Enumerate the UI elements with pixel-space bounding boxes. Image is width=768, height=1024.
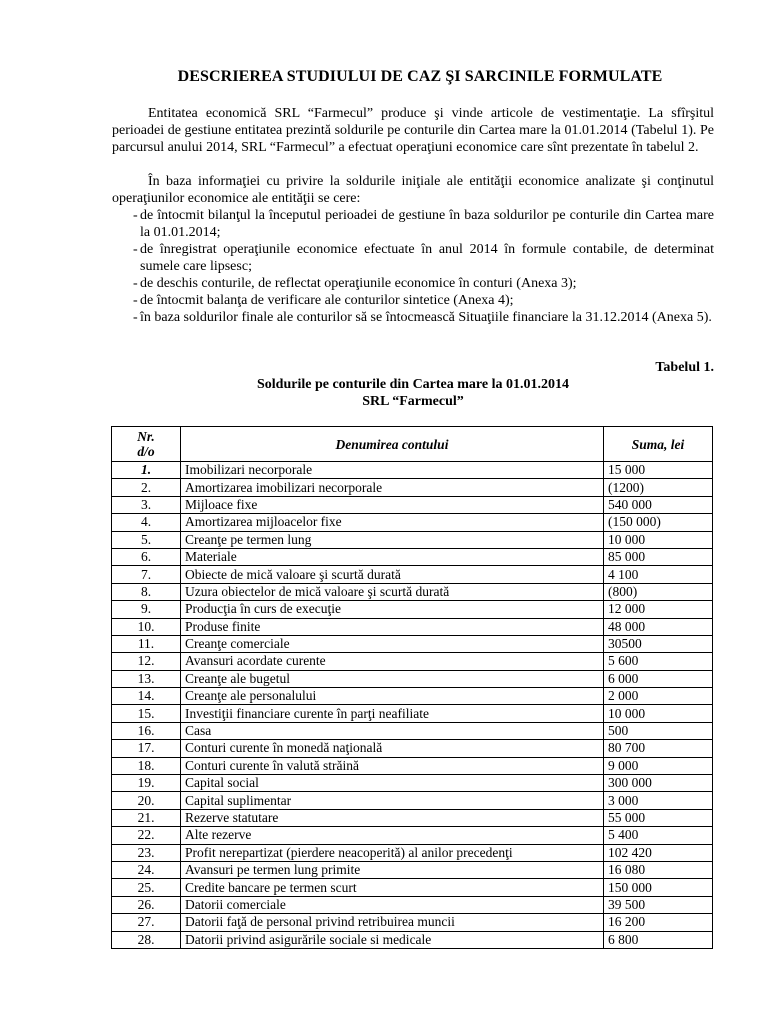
header-account-name: Denumirea contului	[181, 427, 604, 462]
row-account-name: Creanţe ale bugetul	[181, 670, 604, 687]
balances-table	[111, 426, 713, 949]
row-number: 11.	[112, 635, 181, 652]
row-account-name: Conturi curente în monedă naţională	[181, 740, 604, 757]
table-header-row	[112, 427, 713, 462]
table-row	[112, 740, 713, 757]
row-sum: 15 000	[604, 462, 713, 479]
task-item	[112, 309, 714, 326]
row-number: 18.	[112, 757, 181, 774]
row-sum: 4 100	[604, 566, 713, 583]
row-sum: 9 000	[604, 757, 713, 774]
table-row	[112, 879, 713, 896]
row-number: 21.	[112, 809, 181, 826]
task-marker: -	[133, 310, 138, 325]
row-sum: 3 000	[604, 792, 713, 809]
row-number: 3.	[112, 496, 181, 513]
table-row	[112, 688, 713, 705]
row-number: 1.	[112, 462, 181, 479]
row-account-name: Produse finite	[181, 618, 604, 635]
table-row	[112, 635, 713, 652]
row-sum: 12 000	[604, 601, 713, 618]
row-sum: 300 000	[604, 775, 713, 792]
row-account-name: Capital suplimentar	[181, 792, 604, 809]
row-number: 28.	[112, 931, 181, 948]
table-row	[112, 722, 713, 739]
row-account-name: Profit nerepartizat (pierdere neacoperită) al anilor precedenţi	[181, 844, 604, 861]
row-number: 19.	[112, 775, 181, 792]
row-account-name: Credite bancare pe termen scurt	[181, 879, 604, 896]
row-sum: 2 000	[604, 688, 713, 705]
row-number: 10.	[112, 618, 181, 635]
row-number: 9.	[112, 601, 181, 618]
row-number: 8.	[112, 583, 181, 600]
row-sum: 540 000	[604, 496, 713, 513]
row-sum: 10 000	[604, 705, 713, 722]
task-item	[112, 241, 714, 275]
row-number: 27.	[112, 914, 181, 931]
row-number: 5.	[112, 531, 181, 548]
requirements-paragraph: În baza informaţiei cu privire la soldurile iniţiale ale entităţii economice analizate şi conţinutul operaţiunilor economice ale entităţii se cere:	[112, 174, 714, 206]
row-sum: (1200)	[604, 479, 713, 496]
row-number: 23.	[112, 844, 181, 861]
row-sum: 39 500	[604, 896, 713, 913]
row-account-name: Mijloace fixe	[181, 496, 604, 513]
table-row	[112, 583, 713, 600]
row-account-name: Conturi curente în valută străină	[181, 757, 604, 774]
row-number: 13.	[112, 670, 181, 687]
table-caption-line2: SRL “Farmecul”	[362, 394, 464, 409]
row-sum: (800)	[604, 583, 713, 600]
intro-paragraph: Entitatea economică SRL “Farmecul” produce şi vinde articole de vestimentaţie. La sfîrşitul perioadei de gestiune entitatea prezintă soldurile pe conturile din Cartea mare la 01.01.2014 (Tabelul 1). Pe parcursul anului 2014, SRL “Farmecul” a efectuat operaţiuni economice care sînt prezentate în tabelul 2.	[112, 106, 714, 155]
task-item	[112, 275, 714, 292]
row-sum: 5 600	[604, 653, 713, 670]
row-account-name: Uzura obiectelor de mică valoare şi scurtă durată	[181, 583, 604, 600]
row-account-name: Investiţii financiare curente în parţi neafiliate	[181, 705, 604, 722]
task-item	[112, 292, 714, 309]
row-sum: 30500	[604, 635, 713, 652]
header-nr-line1: Nr.	[137, 429, 155, 444]
row-account-name: Creanţe comerciale	[181, 635, 604, 652]
row-account-name: Avansuri acordate curente	[181, 653, 604, 670]
row-number: 15.	[112, 705, 181, 722]
row-sum: 55 000	[604, 809, 713, 826]
task-text: de întocmit bilanţul la începutul perioadei de gestiune în baza soldurilor pe conturile din Cartea mare la 01.01.2014;	[140, 208, 714, 240]
table-row	[112, 844, 713, 861]
task-marker: -	[133, 242, 138, 257]
row-account-name: Capital social	[181, 775, 604, 792]
row-number: 25.	[112, 879, 181, 896]
row-account-name: Datorii privind asigurările sociale si medicale	[181, 931, 604, 948]
task-marker: -	[133, 276, 138, 291]
table-row	[112, 861, 713, 878]
row-sum: 48 000	[604, 618, 713, 635]
document-title: DESCRIEREA STUDIULUI DE CAZ ŞI SARCINILE FORMULATE	[177, 68, 663, 85]
row-number: 17.	[112, 740, 181, 757]
table-row	[112, 479, 713, 496]
row-sum: 500	[604, 722, 713, 739]
table-row	[112, 618, 713, 635]
table-row	[112, 566, 713, 583]
row-account-name: Casa	[181, 722, 604, 739]
table-row	[112, 827, 713, 844]
row-account-name: Datorii faţă de personal privind retribuirea muncii	[181, 914, 604, 931]
table-row	[112, 601, 713, 618]
row-sum: 16 200	[604, 914, 713, 931]
task-marker: -	[133, 293, 138, 308]
row-sum: 6 000	[604, 670, 713, 687]
row-number: 16.	[112, 722, 181, 739]
table-caption	[112, 376, 714, 410]
row-sum: 5 400	[604, 827, 713, 844]
table-row	[112, 462, 713, 479]
row-number: 26.	[112, 896, 181, 913]
table-row	[112, 896, 713, 913]
task-text: de întocmit balanţa de verificare ale conturilor sintetice (Anexa 4);	[140, 293, 514, 308]
task-marker: -	[133, 208, 138, 223]
header-sum: Suma, lei	[604, 427, 713, 462]
row-sum: 80 700	[604, 740, 713, 757]
row-sum: 6 800	[604, 931, 713, 948]
row-number: 2.	[112, 479, 181, 496]
row-account-name: Rezerve statutare	[181, 809, 604, 826]
task-text: în baza soldurilor finale ale conturilor să se întocmească Situaţiile financiare la 31.12.2014 (Anexa 5).	[140, 310, 712, 325]
table-row	[112, 705, 713, 722]
table-row	[112, 514, 713, 531]
table-row	[112, 809, 713, 826]
header-nr	[112, 427, 181, 462]
table-row	[112, 914, 713, 931]
row-account-name: Alte rezerve	[181, 827, 604, 844]
row-sum: 16 080	[604, 861, 713, 878]
task-item	[112, 207, 714, 241]
table-row	[112, 653, 713, 670]
table-row	[112, 548, 713, 565]
row-sum: 10 000	[604, 531, 713, 548]
table-row	[112, 670, 713, 687]
row-account-name: Datorii comerciale	[181, 896, 604, 913]
row-number: 6.	[112, 548, 181, 565]
task-list	[112, 207, 714, 326]
row-account-name: Creanţe ale personalului	[181, 688, 604, 705]
table-caption-line1: Soldurile pe conturile din Cartea mare la 01.01.2014	[257, 377, 569, 392]
row-number: 14.	[112, 688, 181, 705]
row-number: 12.	[112, 653, 181, 670]
row-account-name: Avansuri pe termen lung primite	[181, 861, 604, 878]
row-sum: 85 000	[604, 548, 713, 565]
header-nr-line2: d/o	[137, 444, 155, 459]
row-number: 24.	[112, 861, 181, 878]
table-row	[112, 775, 713, 792]
row-account-name: Creanţe pe termen lung	[181, 531, 604, 548]
table-label: Tabelul 1.	[655, 360, 714, 375]
table-row	[112, 496, 713, 513]
row-account-name: Obiecte de mică valoare şi scurtă durată	[181, 566, 604, 583]
task-text: de înregistrat operaţiunile economice efectuate în anul 2014 în formule contabile, de determinat sumele care lipsesc;	[140, 242, 714, 274]
row-account-name: Imobilizari necorporale	[181, 462, 604, 479]
row-number: 7.	[112, 566, 181, 583]
table-body	[112, 462, 713, 949]
table-row	[112, 531, 713, 548]
row-number: 22.	[112, 827, 181, 844]
table-row	[112, 931, 713, 948]
row-account-name: Producţia în curs de execuţie	[181, 601, 604, 618]
row-sum: (150 000)	[604, 514, 713, 531]
row-account-name: Amortizarea imobilizari necorporale	[181, 479, 604, 496]
row-sum: 102 420	[604, 844, 713, 861]
row-number: 4.	[112, 514, 181, 531]
table-row	[112, 757, 713, 774]
row-sum: 150 000	[604, 879, 713, 896]
row-number: 20.	[112, 792, 181, 809]
row-account-name: Materiale	[181, 548, 604, 565]
row-account-name: Amortizarea mijloacelor fixe	[181, 514, 604, 531]
table-row	[112, 792, 713, 809]
task-text: de deschis conturile, de reflectat operaţiunile economice în conturi (Anexa 3);	[140, 276, 577, 291]
